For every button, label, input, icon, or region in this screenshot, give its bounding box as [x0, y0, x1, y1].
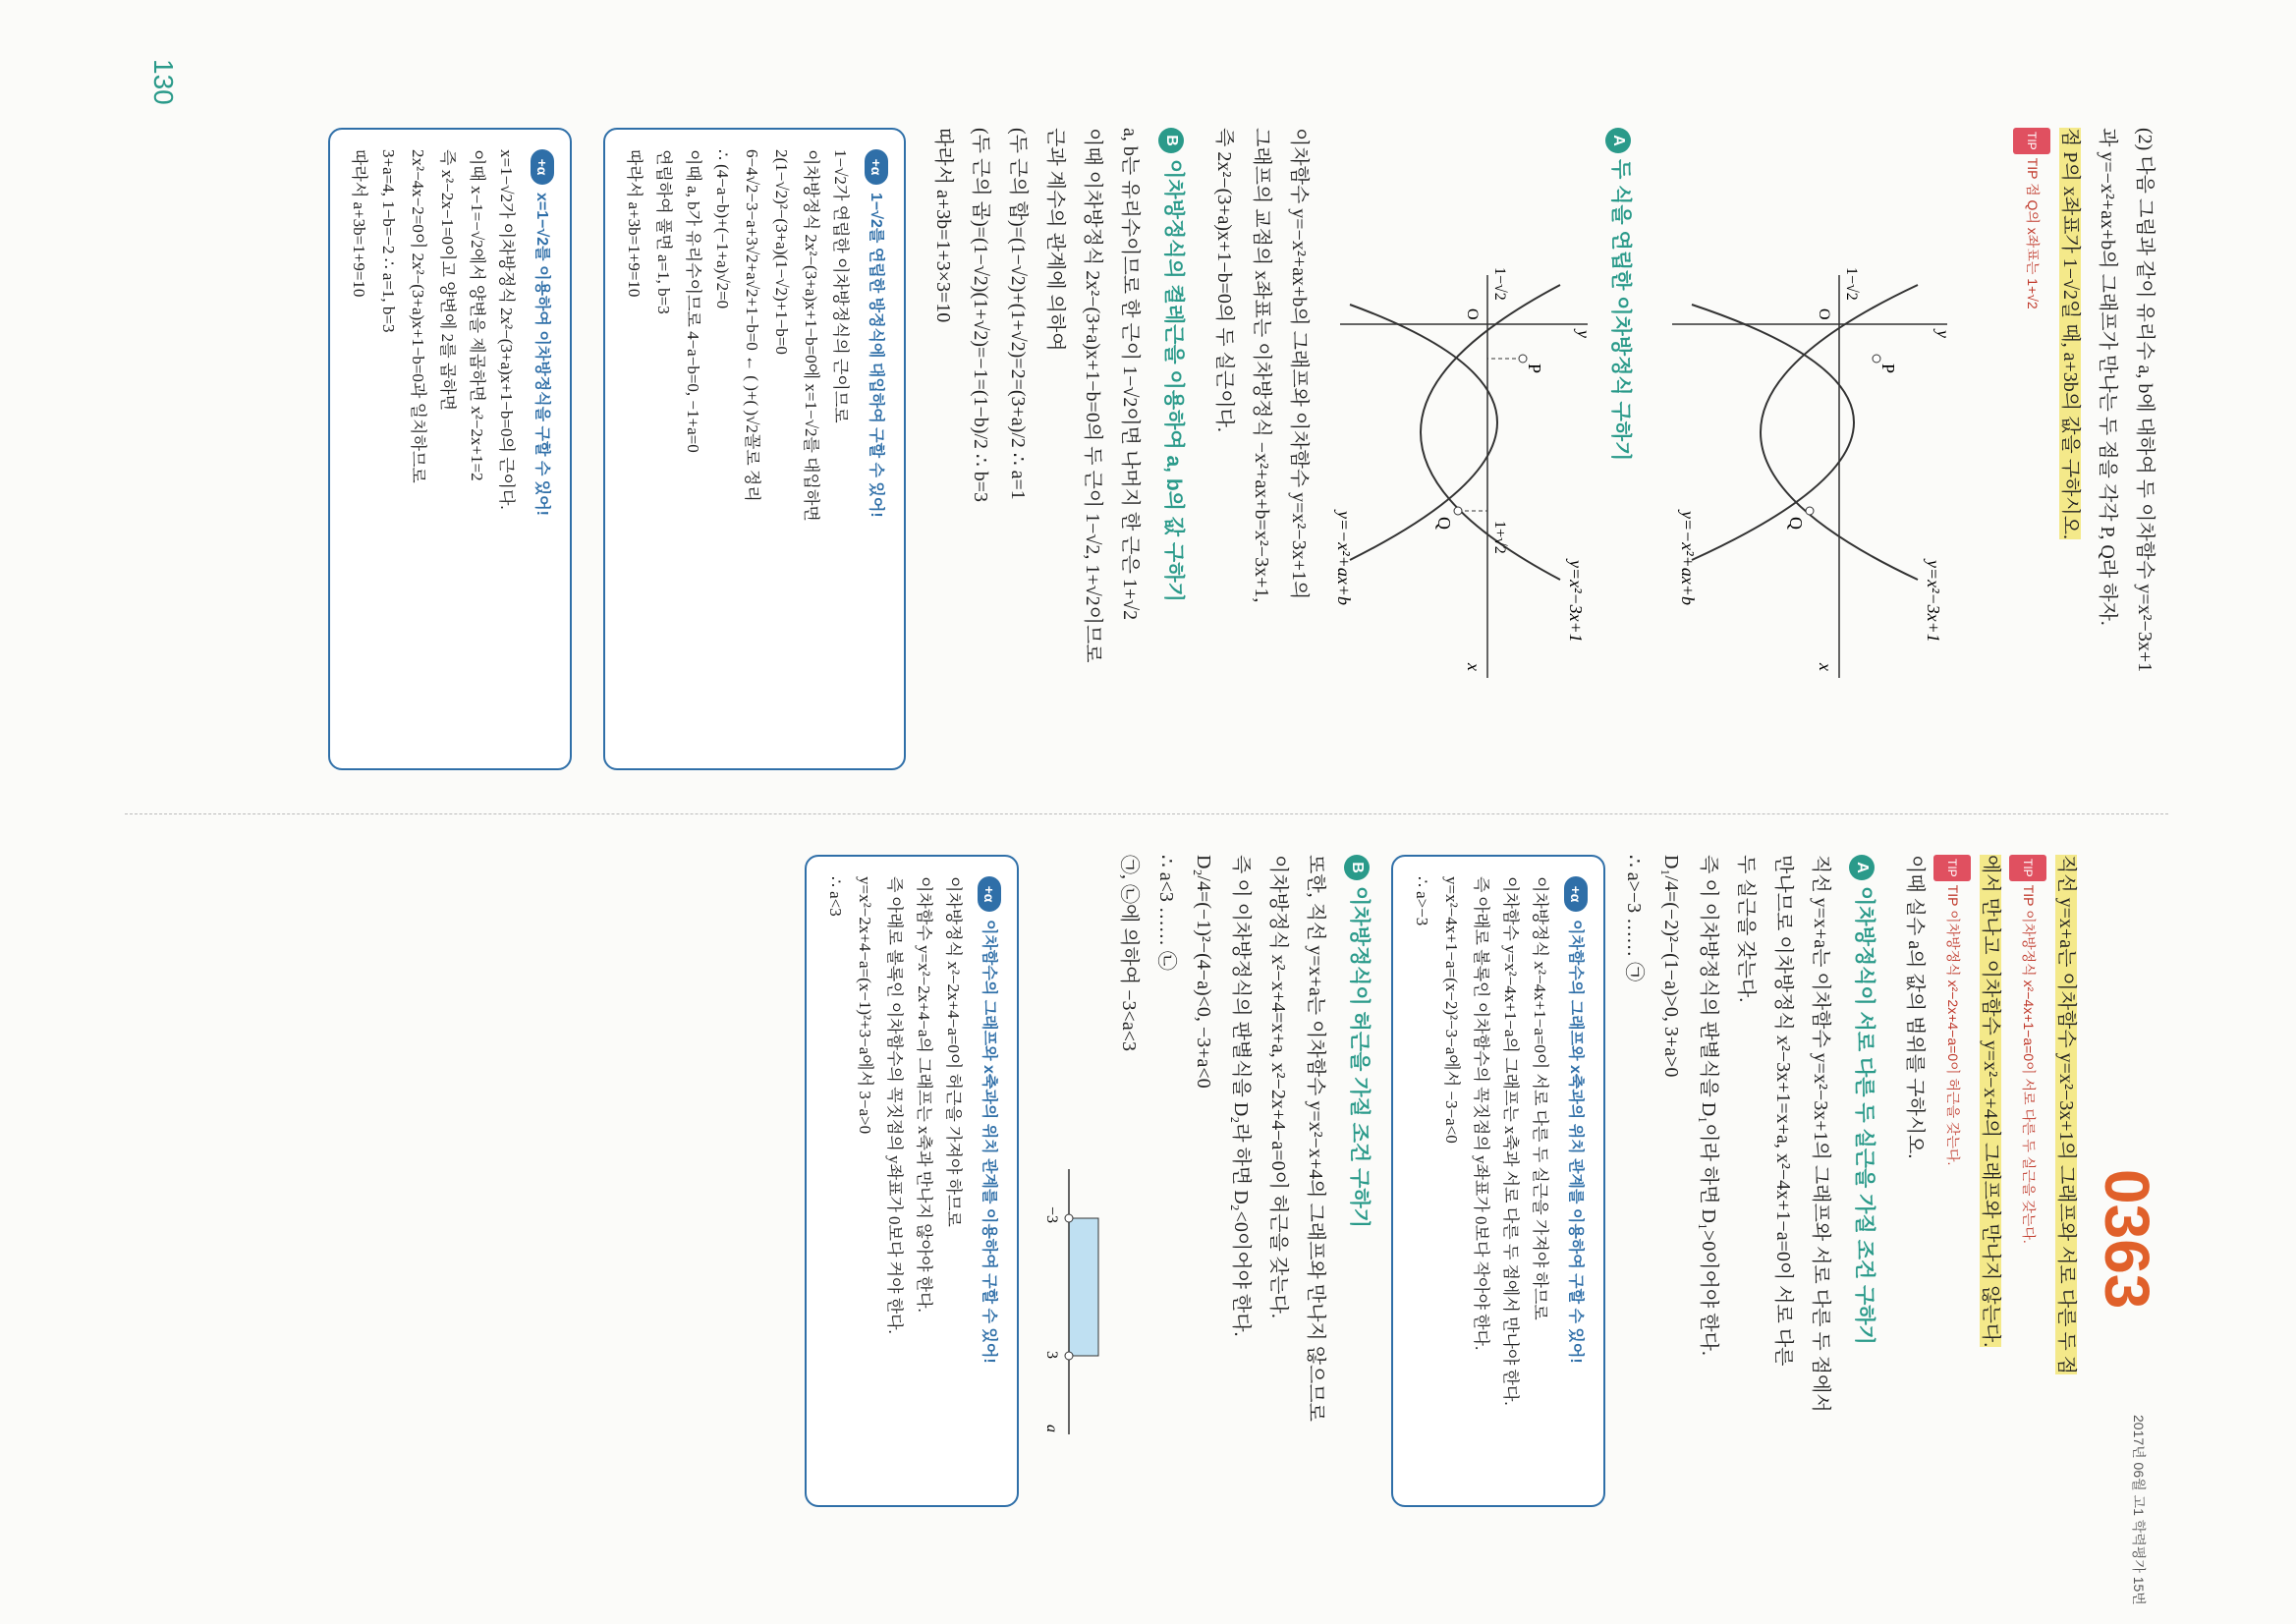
step-a-line: 즉 2x²−(3+a)x+1−b=0의 두 실근이다.	[1213, 128, 1235, 432]
tip-text: TIP 이차방정식 x²−2x+4−a=0이 허근을 갖는다.	[1945, 884, 1961, 1166]
tip	[2013, 128, 2051, 796]
step-b-line: ㉠, ㉡에 의하여 −3<a<3	[1118, 855, 1140, 1051]
q2-line: 과 y=−x²+ax+b의 그래프가 만나는 두 점을 각각 P, Q라 하자.	[2097, 128, 2118, 626]
parabola-down	[1350, 305, 1497, 560]
label-o: O	[1464, 308, 1481, 320]
alt-box-2	[328, 128, 572, 770]
box-heading	[861, 149, 890, 749]
box-line: 2(1−√2)²−(3+a)(1−√2)+1−b=0	[772, 149, 791, 355]
box-line: 6−4√2−3−a+3√2+a√2+1−b=0 ← ( )+( )√2꼴로 정리	[743, 149, 761, 502]
number-line	[1041, 1149, 1110, 1444]
box-line: 즉 아래로 볼록인 이차함수의 꼭짓점의 y좌표가 0보다 작아야 한다.	[1472, 876, 1490, 1351]
label-root-right: 1+√2	[1491, 521, 1508, 554]
box-line: ∴ (4−a−b)+(−1+a)√2=0	[713, 149, 732, 309]
left-steps	[924, 128, 1652, 796]
step-b-line: (두 근의 합)=(1−√2)+(1+√2)=2=(3+a)/2 ∴ a=1	[1007, 128, 1029, 500]
source-note: 2017년 06월 고1 학력평가 15번	[2131, 1415, 2147, 1605]
step-b-line: a, b는 유리수이므로 한 근이 1−√2이면 나머지 한 근은 1+√2	[1119, 128, 1141, 621]
q2-highlight: 점 P의 x좌표가 1−√2일 때, a+3b의 값을 구하시오.	[2059, 128, 2081, 540]
box-line: 이차방정식 2x²−(3+a)x+1−b=0에 x=1−√2를 대입하면	[802, 149, 820, 522]
step-b-line: (두 근의 곱)=(1−√2)(1+√2)=−1=(1−b)/2 ∴ b=3	[970, 128, 991, 503]
box-line: 이때 x−1=−√2에서 양변을 제곱하면 x²−2x+1=2	[468, 149, 486, 481]
open-point-right	[1065, 1352, 1073, 1360]
label-y1: y=x²−3x+1	[1924, 560, 1943, 643]
step-a-heading	[1601, 128, 1639, 796]
step-b-line: 또한, 직선 y=x+a는 이차함수 y=x²−x+4의 그래프와 만나지 않으므로	[1305, 855, 1326, 1422]
question-number: 0363	[2092, 1169, 2162, 1310]
point-p	[1873, 355, 1880, 363]
step-b-heading	[1154, 128, 1192, 796]
plus-alpha-icon: +α	[865, 149, 888, 185]
q-highlight: 에서 만나고 이차함수 y=x²−x+4의 그래프와 만나지 않는다.	[1980, 855, 2001, 1348]
parabola-down	[1692, 305, 1854, 560]
tip-1	[2009, 855, 2047, 1533]
box-line: 이차방정식 x²−4x+1−a=0이 서로 다른 두 실근을 가져야 하므로	[1531, 876, 1549, 1320]
step-b-line: D₂/4=(−1)²−(4−a)<0, −3+a<0	[1193, 855, 1214, 1089]
step-b-title: 이차방정식의 켤레근을 이용하여 a, b의 값 구하기	[1162, 159, 1185, 602]
step-a-line: 직선 y=x+a는 이차함수 y=x²−3x+1의 그래프와 서로 다른 두 점에서	[1810, 855, 1831, 1413]
step-b-badge: B	[1158, 128, 1184, 153]
alt-box-3	[1391, 855, 1605, 1507]
label-root: 1−√2	[1843, 267, 1860, 301]
box-line: 따라서 a+3b=1+9=10	[625, 149, 644, 298]
q2-line: (2) 다음 그림과 같이 유리수 a, b에 대하여 두 이차함수 y=x²−3x+1	[2134, 128, 2156, 673]
step-b-heading	[1340, 855, 1377, 1533]
point-q	[1806, 507, 1814, 515]
box-heading-text: x=1−√2를 이용하여 이차방정식을 구할 수 있어!	[533, 193, 550, 517]
step-b-line: 이때 이차방정식 2x²−(3+a)x+1−b=0의 두 근이 1−√2, 1+√2이므로	[1082, 128, 1103, 663]
label-x: x	[1816, 663, 1835, 671]
step-a-line: 만나므로 이차방정식 x²−3x+1=x+a, x²−4x+1−a=0이 서로 다른	[1772, 855, 1794, 1367]
point-p	[1519, 355, 1527, 363]
label-root-left: 1−√2	[1491, 267, 1508, 301]
step-a-line: 즉 이 이차방정식의 판별식을 D₁이라 하면 D₁>0이어야 한다.	[1698, 855, 1719, 1356]
box-line: 이차함수 y=x²−2x+4−a의 그래프는 x축과 만나지 않아야 한다.	[915, 876, 933, 1313]
plus-alpha-icon: +α	[1564, 876, 1588, 912]
label-var: a	[1043, 1425, 1060, 1432]
box-heading-text: 1−√2를 연립한 방정식에 대입하여 구할 수 있어!	[868, 193, 884, 518]
q2-line	[2051, 128, 2089, 796]
label-left: −3	[1043, 1206, 1060, 1224]
label-o: O	[1816, 308, 1832, 320]
box-line: 즉 아래로 볼록인 이차함수의 꼭짓점의 y좌표가 0보다 커야 한다.	[885, 876, 904, 1334]
tip-text: TIP 이차방정식 x²−4x+1−a=0이 서로 다른 두 실근을 갖는다.	[2021, 884, 2037, 1244]
tip-tag: TIP	[2013, 128, 2050, 154]
problem-2	[2013, 128, 2163, 796]
step-a-badge: A	[1605, 128, 1631, 153]
box-line: ∴ a<3	[826, 876, 845, 917]
box-heading	[974, 876, 1003, 1485]
box-line: 2x²−4x−2=0이 2x²−(3+a)x+1−b=0과 일치하므로	[409, 149, 427, 483]
tip-2	[1933, 855, 1972, 1533]
plus-alpha-icon: +α	[978, 876, 1001, 912]
alt-box-1	[603, 128, 906, 770]
step-a-line: ∴ a>−3 …… ㉠	[1623, 855, 1645, 982]
box-line: 즉 x²−2x−1=0이고 양변에 2를 곱하면	[438, 149, 457, 412]
box-line: 이차방정식 x²−2x+4−a=0이 허근을 가져야 하므로	[944, 876, 963, 1227]
box-heading	[1560, 876, 1590, 1485]
q-line	[1972, 855, 2009, 1533]
label-q: Q	[1786, 517, 1806, 530]
box-line: 따라서 a+3b=1+9=10	[350, 149, 368, 298]
tip-tag: TIP	[2009, 855, 2046, 881]
graph-1	[1662, 265, 1957, 688]
plus-alpha-icon: +α	[531, 149, 554, 185]
box-line: y=x²−2x+4−a=(x−1)²+3−a에서 3−a>0	[856, 876, 874, 1135]
page-number: 130	[148, 59, 179, 105]
step-b-line: 이차방정식 x²−x+4=x+a, x²−2x+4−a=0이 허근을 갖는다.	[1267, 855, 1289, 1318]
box-line: 1−√2가 연립한 이차방정식의 근이므로	[831, 149, 850, 423]
label-p: P	[1878, 364, 1898, 374]
step-a-title: 두 식을 연립한 이차방정식 구하기	[1609, 159, 1632, 462]
step-a-heading	[1845, 855, 1882, 1533]
q-highlight: 직선 y=x+a는 이차함수 y=x²−3x+1의 그래프와 서로 다른 두 점	[2055, 855, 2077, 1375]
box-line: 이때 a, b가 유리수이므로 4−a−b=0, −1+a=0	[684, 149, 702, 453]
step-b-line: ∴ a<3 …… ㉡	[1155, 855, 1177, 971]
step-a-line: 이차함수 y=−x²+ax+b의 그래프와 이차함수 y=x²−3x+1의	[1288, 128, 1310, 600]
step-a-line: D₁/4=(−2)²−(1−a)>0, 3+a>0	[1660, 855, 1682, 1078]
step-a-line: 두 실근을 갖는다.	[1735, 855, 1757, 1003]
box-line: x=1−√2가 이차방정식 2x²−(3+a)x+1−b=0의 근이다.	[497, 149, 516, 510]
box-line: 이차함수 y=x²−4x+1−a의 그래프는 x축과 서로 다른 두 점에서 만나야 한다.	[1501, 876, 1520, 1406]
right-column	[795, 855, 2085, 1533]
box-line: 3+a=4, 1−b=−2 ∴ a=1, b=3	[379, 149, 398, 333]
label-y2: y=−x²+ax+b	[1678, 511, 1698, 605]
open-point-left	[1065, 1214, 1073, 1222]
box-heading-text: 이차함수의 그래프와 x축과의 위치 관계를 이용하여 구할 수 있어!	[980, 920, 997, 1364]
box-line: ∴ a>−3	[1413, 876, 1431, 926]
column-divider	[125, 813, 2168, 814]
step-a-badge: A	[1849, 855, 1875, 880]
box-heading-text: 이차함수의 그래프와 x축과의 위치 관계를 이용하여 구할 수 있어!	[1567, 920, 1584, 1364]
label-y: y	[1574, 330, 1594, 338]
step-a-line: 그래프의 교점의 x좌표는 이차방정식 −x²+ax+b=x²−3x+1,	[1251, 128, 1272, 603]
tip-tag: TIP	[1933, 855, 1971, 881]
label-y1: y=x²−3x+1	[1566, 560, 1586, 643]
interval-fill	[1069, 1218, 1098, 1356]
q-line: 이때 실수 a의 값의 범위를 구하시오.	[1904, 855, 1926, 1159]
q-line	[2047, 855, 2085, 1533]
tip-text: TIP 점 Q의 x좌표는 1+√2	[2025, 157, 2041, 309]
left-column	[350, 128, 2163, 796]
alt-box-4	[805, 855, 1019, 1507]
step-b-line: 즉 이 이차방정식의 판별식을 D₂라 하면 D₂<0이어야 한다.	[1230, 855, 1252, 1337]
step-b-title: 이차방정식이 허근을 가질 조건 구하기	[1348, 886, 1371, 1228]
label-x: x	[1464, 663, 1484, 671]
point-q	[1454, 507, 1462, 515]
step-b-line: 근과 계수의 관계에 의하여	[1044, 128, 1066, 352]
step-b-line: 따라서 a+3b=1+3×3=10	[932, 128, 954, 323]
box-line: 연립하여 풀면 a=1, b=3	[654, 149, 673, 314]
label-p: P	[1525, 364, 1544, 374]
label-right: 3	[1043, 1351, 1060, 1359]
label-y2: y=−x²+ax+b	[1334, 511, 1354, 605]
box-heading	[527, 149, 556, 749]
label-q: Q	[1434, 517, 1454, 530]
label-y: y	[1933, 330, 1953, 338]
graph-2	[1330, 265, 1596, 688]
parabola-up	[1421, 285, 1560, 580]
step-b-badge: B	[1344, 855, 1370, 880]
step-a-title: 이차방정식이 서로 다른 두 실근을 가질 조건 구하기	[1853, 886, 1876, 1345]
box-line: y=x²−4x+1−a=(x−2)²−3−a에서 −3−a<0	[1442, 876, 1461, 1144]
